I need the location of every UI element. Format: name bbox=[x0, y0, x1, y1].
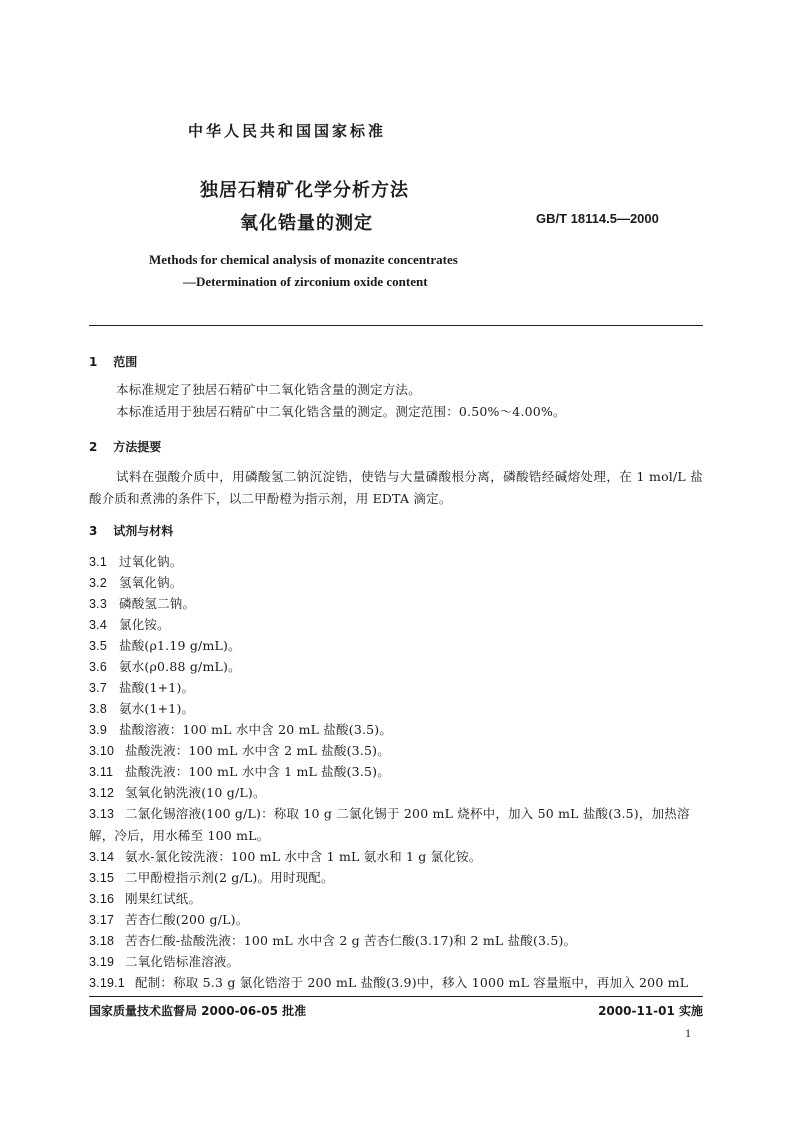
item-text: 过氧化钠。 bbox=[119, 554, 183, 569]
list-item bbox=[89, 614, 703, 636]
list-item bbox=[89, 635, 703, 657]
list-item bbox=[89, 698, 703, 720]
item-text: 盐酸溶液：100 mL 水中含 20 mL 盐酸(3.5)。 bbox=[119, 722, 393, 737]
item-text: 刚果红试纸。 bbox=[125, 891, 202, 906]
list-item bbox=[89, 909, 703, 931]
list-item bbox=[89, 888, 703, 910]
item-text: 苦杏仁酸-盐酸洗液：100 mL 水中含 2 g 苦杏仁酸(3.17)和 2 mL 盐酸(3.5)。 bbox=[125, 933, 577, 948]
item-number: 3.8 bbox=[89, 702, 107, 716]
national-standard-heading: 中华人民共和国国家标准 bbox=[188, 122, 387, 140]
item-text: 配制：称取 5.3 g 氯化锆溶于 200 mL 盐酸(3.9)中，移入 1000 mL 容量瓶中，再加入 200 mL bbox=[135, 975, 689, 990]
item-number: 3.10 bbox=[89, 744, 115, 758]
section-3-title: 试剂与材料 bbox=[113, 524, 174, 538]
english-title-1: Methods for chemical analysis of monazite concentrates bbox=[149, 252, 458, 267]
list-item bbox=[89, 782, 703, 804]
item-number: 3.9 bbox=[89, 723, 107, 737]
item-text: 盐酸洗液：100 mL 水中含 1 mL 盐酸(3.5)。 bbox=[125, 764, 390, 779]
item-number: 3.7 bbox=[89, 681, 107, 695]
section-1-paragraph: 本标准适用于独居石精矿中二氧化锆含量的测定。测定范围：0.50%～4.00%。 bbox=[116, 404, 566, 419]
item-text: 苦杏仁酸(200 g/L)。 bbox=[125, 912, 249, 927]
item-number: 3.14 bbox=[89, 850, 115, 864]
item-number: 3.18 bbox=[89, 934, 115, 948]
item-number: 3.1 bbox=[89, 555, 107, 569]
item-text: 氯化铵。 bbox=[119, 617, 170, 632]
list-item bbox=[89, 719, 703, 741]
english-title-2: —Determination of zirconium oxide content bbox=[183, 274, 428, 289]
item-text: 二甲酚橙指示剂(2 g/L)。用时现配。 bbox=[125, 870, 334, 885]
section-3-number: 3 bbox=[89, 524, 98, 538]
item-number: 3.11 bbox=[89, 765, 114, 779]
title-line-2: 氧化锆量的测定 bbox=[240, 213, 373, 234]
item-text: 盐酸(1+1)。 bbox=[119, 680, 195, 695]
item-text: 氢氧化钠洗液(10 g/L)。 bbox=[125, 785, 266, 800]
item-number: 3.6 bbox=[89, 660, 107, 674]
item-number: 3.19.1 bbox=[89, 976, 125, 990]
list-item bbox=[89, 761, 703, 783]
list-item bbox=[89, 593, 703, 615]
section-2-number: 2 bbox=[89, 440, 98, 454]
section-2-paragraph: 试料在强酸介质中，用磷酸氢二钠沉淀锆，使锆与大量磷酸根分离，磷酸锆经碱熔处理，在 1 mol/L 盐酸介质和煮沸的条件下，以二甲酚橙为指示剂，用 EDTA 滴定。 bbox=[89, 469, 703, 506]
item-number: 3.4 bbox=[89, 618, 107, 632]
list-item bbox=[89, 972, 703, 994]
list-item bbox=[89, 867, 703, 889]
item-text: 盐酸(ρ1.19 g/mL)。 bbox=[119, 638, 241, 653]
item-number: 3.13 bbox=[89, 807, 115, 821]
item-number: 3.2 bbox=[89, 576, 107, 590]
item-text: 二氧化锆标准溶液。 bbox=[125, 954, 240, 969]
item-number: 3.19 bbox=[89, 955, 115, 969]
section-3-heading bbox=[89, 522, 173, 539]
item-text: 氨水(1+1)。 bbox=[119, 701, 195, 716]
list-item bbox=[89, 551, 703, 573]
item-number: 3.5 bbox=[89, 639, 107, 653]
item-number: 3.16 bbox=[89, 892, 115, 906]
footer-divider bbox=[89, 996, 703, 997]
section-1-heading bbox=[89, 353, 137, 370]
item-number: 3.12 bbox=[89, 786, 115, 800]
implementation-date: 2000-11-01 实施 bbox=[598, 1004, 703, 1018]
section-2-title: 方法提要 bbox=[113, 440, 162, 454]
item-number: 3.15 bbox=[89, 871, 115, 885]
item-text: 氢氧化钠。 bbox=[119, 575, 183, 590]
section-1-number: 1 bbox=[89, 355, 98, 369]
list-item bbox=[89, 656, 703, 678]
standard-number: GB/T 18114.5—2000 bbox=[536, 211, 659, 226]
list-item bbox=[89, 572, 703, 594]
title-line-1: 独居石精矿化学分析方法 bbox=[200, 180, 409, 201]
item-number: 3.17 bbox=[89, 913, 115, 927]
item-text: 盐酸洗液：100 mL 水中含 2 mL 盐酸(3.5)。 bbox=[125, 743, 390, 758]
list-item bbox=[89, 677, 703, 699]
list-item bbox=[89, 846, 703, 868]
header-divider bbox=[89, 325, 703, 326]
section-1-title: 范围 bbox=[113, 355, 138, 369]
section-1-paragraph: 本标准规定了独居石精矿中二氧化锆含量的测定方法。 bbox=[116, 382, 421, 397]
list-item bbox=[89, 930, 703, 952]
section-2-heading bbox=[89, 438, 161, 455]
page-number: 1 bbox=[685, 1026, 691, 1040]
item-text: 磷酸氢二钠。 bbox=[119, 596, 196, 611]
list-item bbox=[89, 951, 703, 973]
list-item bbox=[89, 740, 703, 762]
approval-info: 国家质量技术监督局 2000-06-05 批准 bbox=[89, 1004, 307, 1018]
item-text: 二氯化锡溶液(100 g/L)：称取 10 g 二氯化锡于 200 mL 烧杯中，加入 50 mL 盐酸(3.5)，加热溶解，冷后，用水稀至 100 mL。 bbox=[89, 806, 690, 843]
list-item bbox=[89, 803, 703, 847]
item-text: 氨水-氯化铵洗液：100 mL 水中含 1 mL 氨水和 1 g 氯化铵。 bbox=[125, 849, 482, 864]
item-text: 氨水(ρ0.88 g/mL)。 bbox=[119, 659, 241, 674]
item-number: 3.3 bbox=[89, 597, 107, 611]
